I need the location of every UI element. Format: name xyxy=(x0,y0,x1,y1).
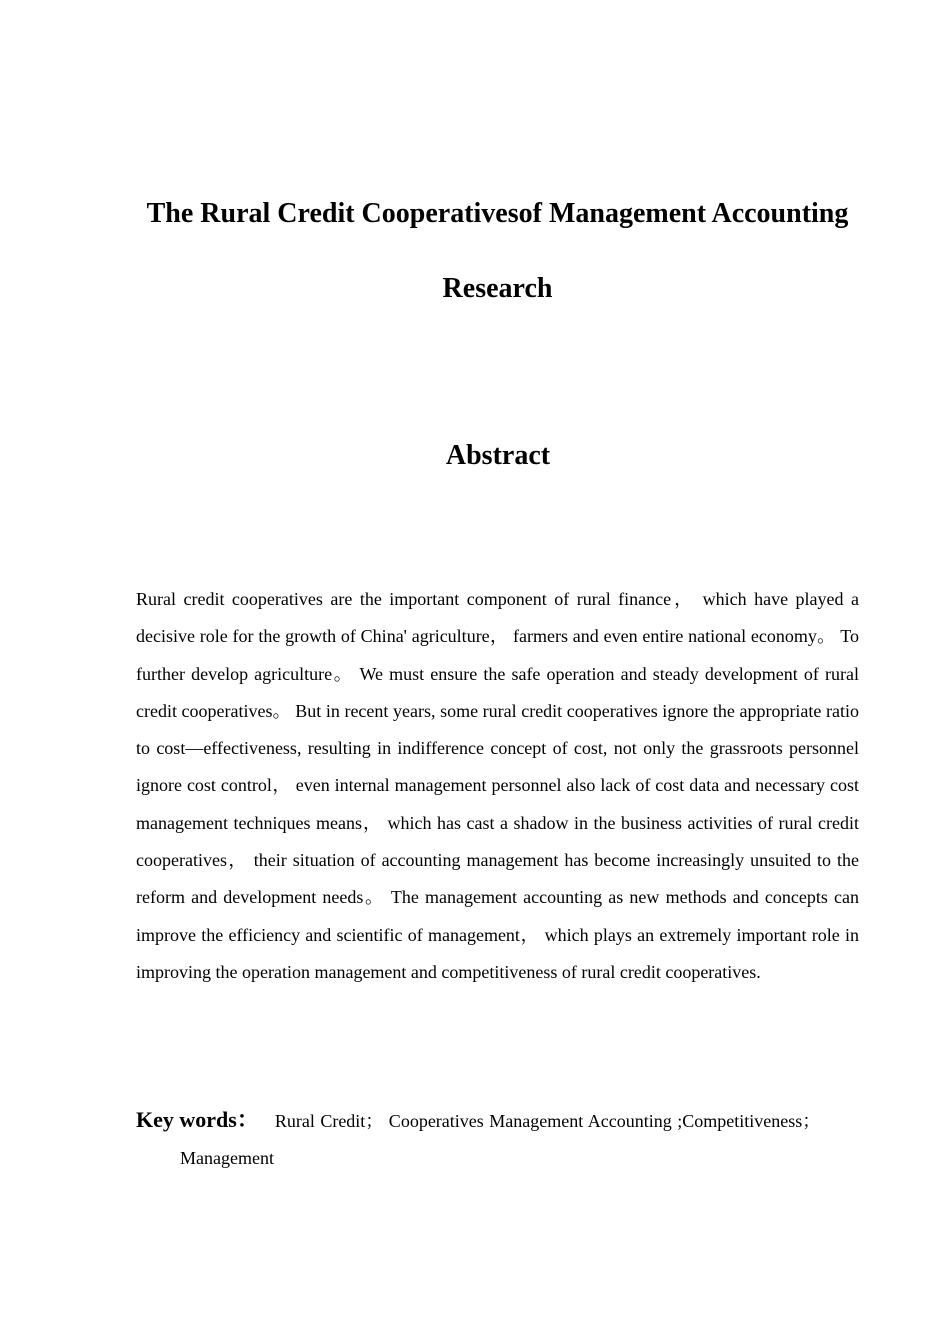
document-title: The Rural Credit Cooperativesof Management Accounting Research xyxy=(146,198,849,304)
keywords-continuation: Management xyxy=(180,1148,274,1168)
abstract-heading: Abstract xyxy=(445,440,551,471)
keywords-label: Key words： xyxy=(136,1107,259,1132)
abstract-body: Rural credit cooperatives are the important component of rural finance， which have played a decisive role for the growth of China' agriculture， farmers and even entire national economy。 To further develop agriculture。 We must ensure the safe operation and steady development of rural credit cooperatives。 But in recent years, some rural credit cooperatives ignore the appropriate ratio to cost—effectiveness, resulting in indifference concept of cost, not only the grassroots personnel ignore cost control， even internal management personnel also lack of cost data and necessary cost management techniques means， which has cast a shadow in the business activities of rural credit cooperatives， their situation of accounting management has become increasingly unsuited to the reform and development needs。 The management accounting as new methods and concepts can improve the efficiency and scientific of management， which plays an extremely important role in improving the operation management and competitiveness of rural credit cooperatives. xyxy=(136,589,859,982)
keywords-line xyxy=(136,1102,859,1139)
keywords-list: Rural Credit； Cooperatives Management Accounting ;Competitiveness； xyxy=(274,1111,821,1131)
